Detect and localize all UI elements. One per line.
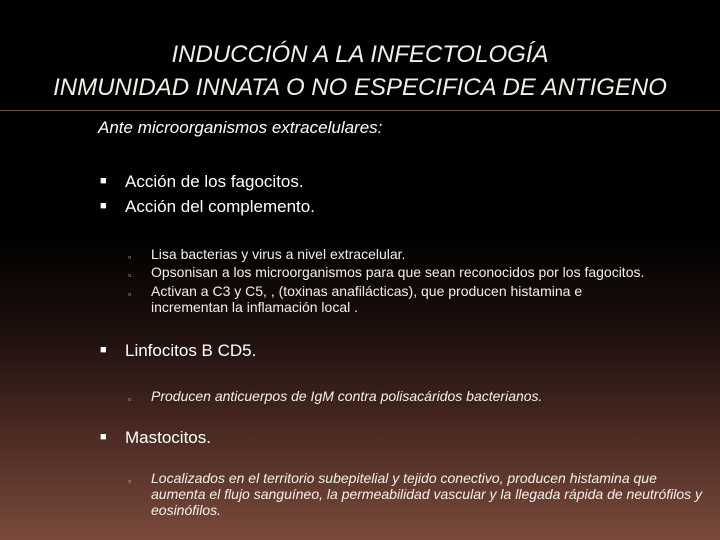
hollow-square-bullet-icon: ▫ xyxy=(128,270,132,280)
intro-text: Ante microorganismos extracelulares: xyxy=(98,118,383,137)
square-bullet-icon: ■ xyxy=(100,431,107,443)
square-bullet-icon: ■ xyxy=(100,200,107,212)
bullet-text: Acción de los fagocitos. xyxy=(125,172,304,191)
bullet-text: Acción del complemento. xyxy=(125,197,315,216)
slide-title-line2: INMUNIDAD INNATA O NO ESPECIFICA DE ANTIGENO xyxy=(53,74,667,101)
bullet-text: Linfocitos B CD5. xyxy=(125,341,257,360)
sub-bullet-text: Lisa bacterias y virus a nivel extracelular. xyxy=(151,246,406,262)
hollow-square-bullet-icon: ▫ xyxy=(128,394,132,404)
hollow-square-bullet-icon: ▫ xyxy=(128,252,132,262)
slide-title-line1: INDUCCIÓN A LA INFECTOLOGÍA xyxy=(171,41,549,68)
square-bullet-icon: ■ xyxy=(100,344,107,356)
sub-bullet-text: Activan a C3 y C5, , (toxinas anafilácticas), que producen histamina e incrementan la inflamación local . xyxy=(151,283,583,315)
hollow-square-bullet-icon: ▫ xyxy=(128,476,132,486)
title-divider xyxy=(0,110,720,111)
sub-bullet-text: Localizados en el territorio subepitelial y tejido conectivo, producen histamina que aumenta el flujo sanguíneo, la permeabilidad vascular y la llegada rápida de neutrófilos y eosinófilos. xyxy=(151,470,703,518)
square-bullet-icon: ■ xyxy=(100,175,107,187)
bullet-text: Mastocitos. xyxy=(125,428,211,447)
hollow-square-bullet-icon: ▫ xyxy=(128,289,132,299)
sub-bullet-text: Producen anticuerpos de IgM contra polisacáridos bacterianos. xyxy=(151,388,543,404)
sub-bullet-text: Opsonisan a los microorganismos para que sean reconocidos por los fagocitos. xyxy=(151,264,645,280)
